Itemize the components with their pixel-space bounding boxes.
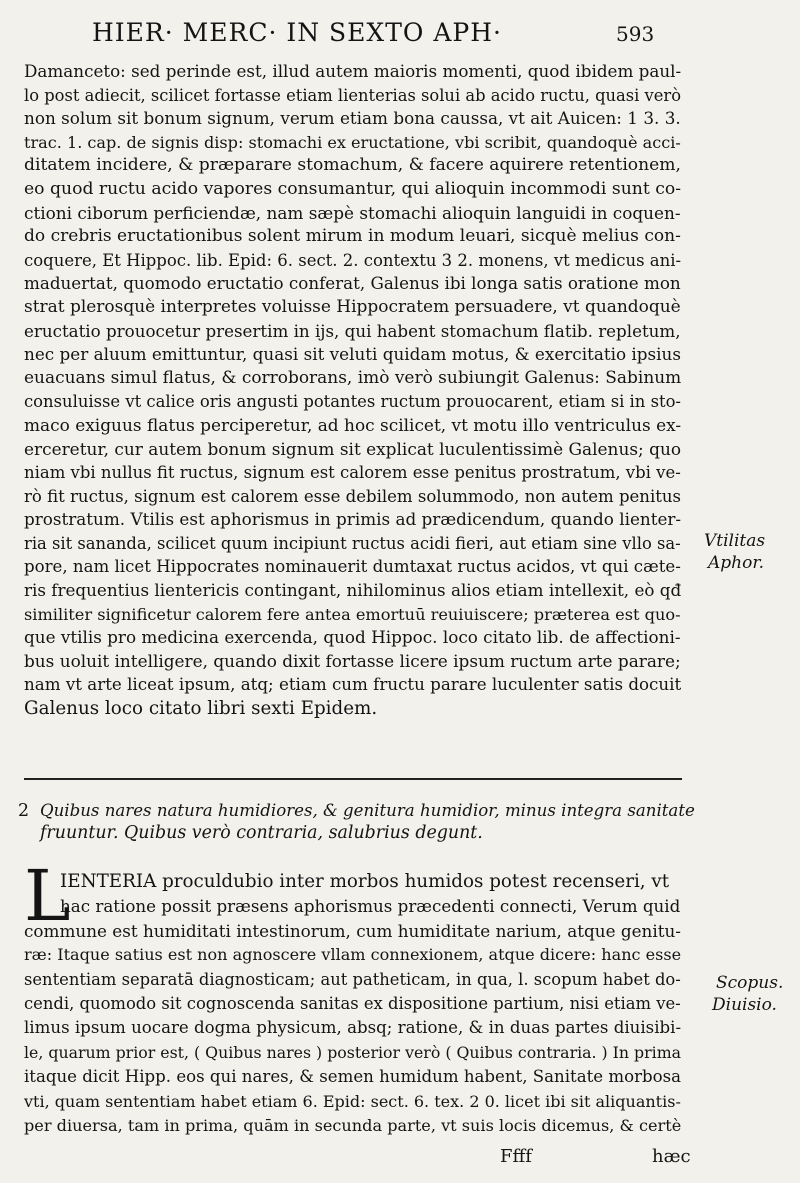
text-line: que vtilis pro medicina exercenda, quod Hippoc. loco citato lib. de affectioni- (24, 627, 681, 648)
text-line: prostratum. Vtilis est aphorismus in primis ad prædicendum, quando lienter- (24, 509, 682, 530)
commentary-line-text: proculdubio inter morbos humidos potest recenseri, vt (156, 871, 670, 892)
text-line: non solum sit bonum signum, verum etiam bona caussa, vt ait Auicen: 1 3. 3. (24, 108, 681, 129)
section-rule (24, 778, 682, 780)
commentary-line: limus ipsum uocare dogma physicum, absq; ratione, & in duas partes diuisibi- (24, 1018, 682, 1038)
text-line: niam vbi nullus fit ructus, signum est calorem esse penitus prostratum, vbi ve- (24, 463, 681, 483)
text-line: bus uoluit intelligere, quando dixit fortasse licere ipsum ructum arte parare; (24, 650, 681, 671)
commentary-line: itaque dicit Hipp. eos qui nares, & semen humidum habent, Sanitate morbosa (24, 1067, 682, 1087)
text-line: do crebris eructationibus solent mirum in modum leuari, sicquè melius con- (24, 226, 681, 247)
page-number: 593 (616, 22, 655, 46)
text-line: nec per aluum emittuntur, quasi sit veluti quidam motus, & exercitatio ipsius (24, 344, 681, 365)
text-line: Galenus loco citato libri sexti Epidem. (24, 698, 378, 720)
text-line: coquere, Et Hippoc. lib. Epid: 6. sect. 2. contextu 3 2. monens, vt medicus ani- (24, 250, 682, 270)
text-line: pore, nam licet Hippocrates nominauerit dumtaxat ructus acidos, vt qui cæte- (24, 557, 681, 577)
text-line: nam vt arte liceat ipsum, atq; etiam cum fructu parare luculenter satis docuit (24, 675, 682, 695)
aphorism-number: 2 (18, 801, 30, 821)
commentary-line: cendi, quomodo sit cognoscenda sanitas ex dispositione partium, nisi etiam ve- (24, 994, 681, 1014)
margin-note-line: Aphor. (708, 553, 765, 573)
commentary-line: vti, quam sententiam habet etiam 6. Epid: sect. 6. tex. 2 0. licet ibi sit aliquantis- (24, 1091, 681, 1111)
text-line: maduertat, quomodo eructatio conferat, Galenus ibi longa satis oratione mon (24, 273, 681, 294)
text-line: rò fit ructus, signum est calorem esse debilem solummodo, non autem penitus (24, 486, 682, 506)
text-line: ris frequentius lientericis contingant, nihilominus alios etiam intellexit, eò qđ (24, 580, 682, 601)
commentary-block (24, 870, 684, 1138)
commentary-line (24, 870, 684, 894)
margin-note-line: Vtilitas (704, 531, 766, 551)
commentary-line: ræ: Itaque satius est non agnoscere vllam connexionem, atque dicere: hanc esse (24, 945, 682, 965)
text-line: ditatem incidere, & præparare stomachum, & facere aquirere retentionem, (24, 155, 681, 176)
text-line: maco exiguus flatus perciperetur, ad hoc scilicet, vt motu illo ventriculus ex- (24, 414, 682, 435)
text-line: eructatio prouocetur presertim in ijs, qui habent stomachum flatib. repletum, (24, 320, 681, 341)
margin-note-scopus (712, 972, 783, 1016)
text-line: eo quod ructu acido vapores consumantur, qui alioquin incommodi sunt co- (24, 178, 682, 199)
drop-cap: L (24, 855, 71, 937)
commentary-line: le, quarum prior est, ( Quibus nares ) posterior verò ( Quibus contraria. ) In prima (24, 1042, 682, 1062)
commentary-line: sententiam separatā diagnosticam; aut patheticam, in qua, l. scopum habet do- (24, 969, 681, 989)
aphorism-line: fruuntur. Quibus verò contraria, salubrius degunt. (40, 823, 483, 843)
aphorism-text (18, 800, 698, 844)
aphorism-line: Quibus nares natura humidiores, & genitura humidior, minus integra sanitate (40, 801, 695, 820)
text-line: consuluisse vt calice oris angusti potantes ructum prouocarent, etiam si in sto- (24, 392, 681, 412)
margin-note-line: Scopus. (716, 973, 784, 993)
commentary-line: hac ratione possit præsens aphorismus præcedenti connecti, Verum quid (60, 896, 681, 917)
text-line: ria sit sananda, scilicet quum incipiunt ructus acidi fieri, aut etiam sine vllo sa- (24, 533, 681, 553)
text-line: trac. 1. cap. de signis disp: stomachi ex eructatione, vbi scribit, quandoquè acci- (24, 132, 681, 152)
text-line: erceretur, cur autem bonum signum sit explicat luculentissimè Galenus; quo (24, 438, 682, 459)
signature-mark: Ffff (500, 1146, 532, 1167)
commentary-line: commune est humiditati intestinorum, cum humiditate narium, atque genitu- (24, 920, 681, 941)
main-text-block (24, 60, 684, 721)
commentary-first-word: IENTERIA (60, 871, 157, 892)
catchword: hæc (652, 1146, 691, 1167)
commentary-line: per diuersa, tam in prima, quām in secunda parte, vt suis locis dicemus, & certè (24, 1116, 682, 1136)
margin-note-line: Diuisio. (712, 995, 777, 1015)
running-head: HIER· MERC· IN SEXTO APH· (92, 18, 502, 47)
margin-note-utilitas (704, 530, 765, 574)
text-line: similiter significetur calorem fere antea emortuū reuiuiscere; præterea est quo- (24, 604, 681, 624)
text-line: euacuans simul flatus, & corroborans, imò verò subiungit Galenus: Sabinum (24, 367, 682, 388)
text-line: lo post adiecit, scilicet fortasse etiam lienterias solui ab acido ructu, quasi verò (24, 85, 682, 105)
text-line: ctioni ciborum perficiendæ, nam sæpè stomachi alioquin languidi in coquen- (24, 202, 681, 223)
text-line: Damanceto: sed perinde est, illud autem maioris momenti, quod ibidem paul- (24, 61, 682, 81)
text-line: strat plerosquè interpretes voluisse Hippocratem persuadere, vt quandoquè (24, 296, 681, 317)
